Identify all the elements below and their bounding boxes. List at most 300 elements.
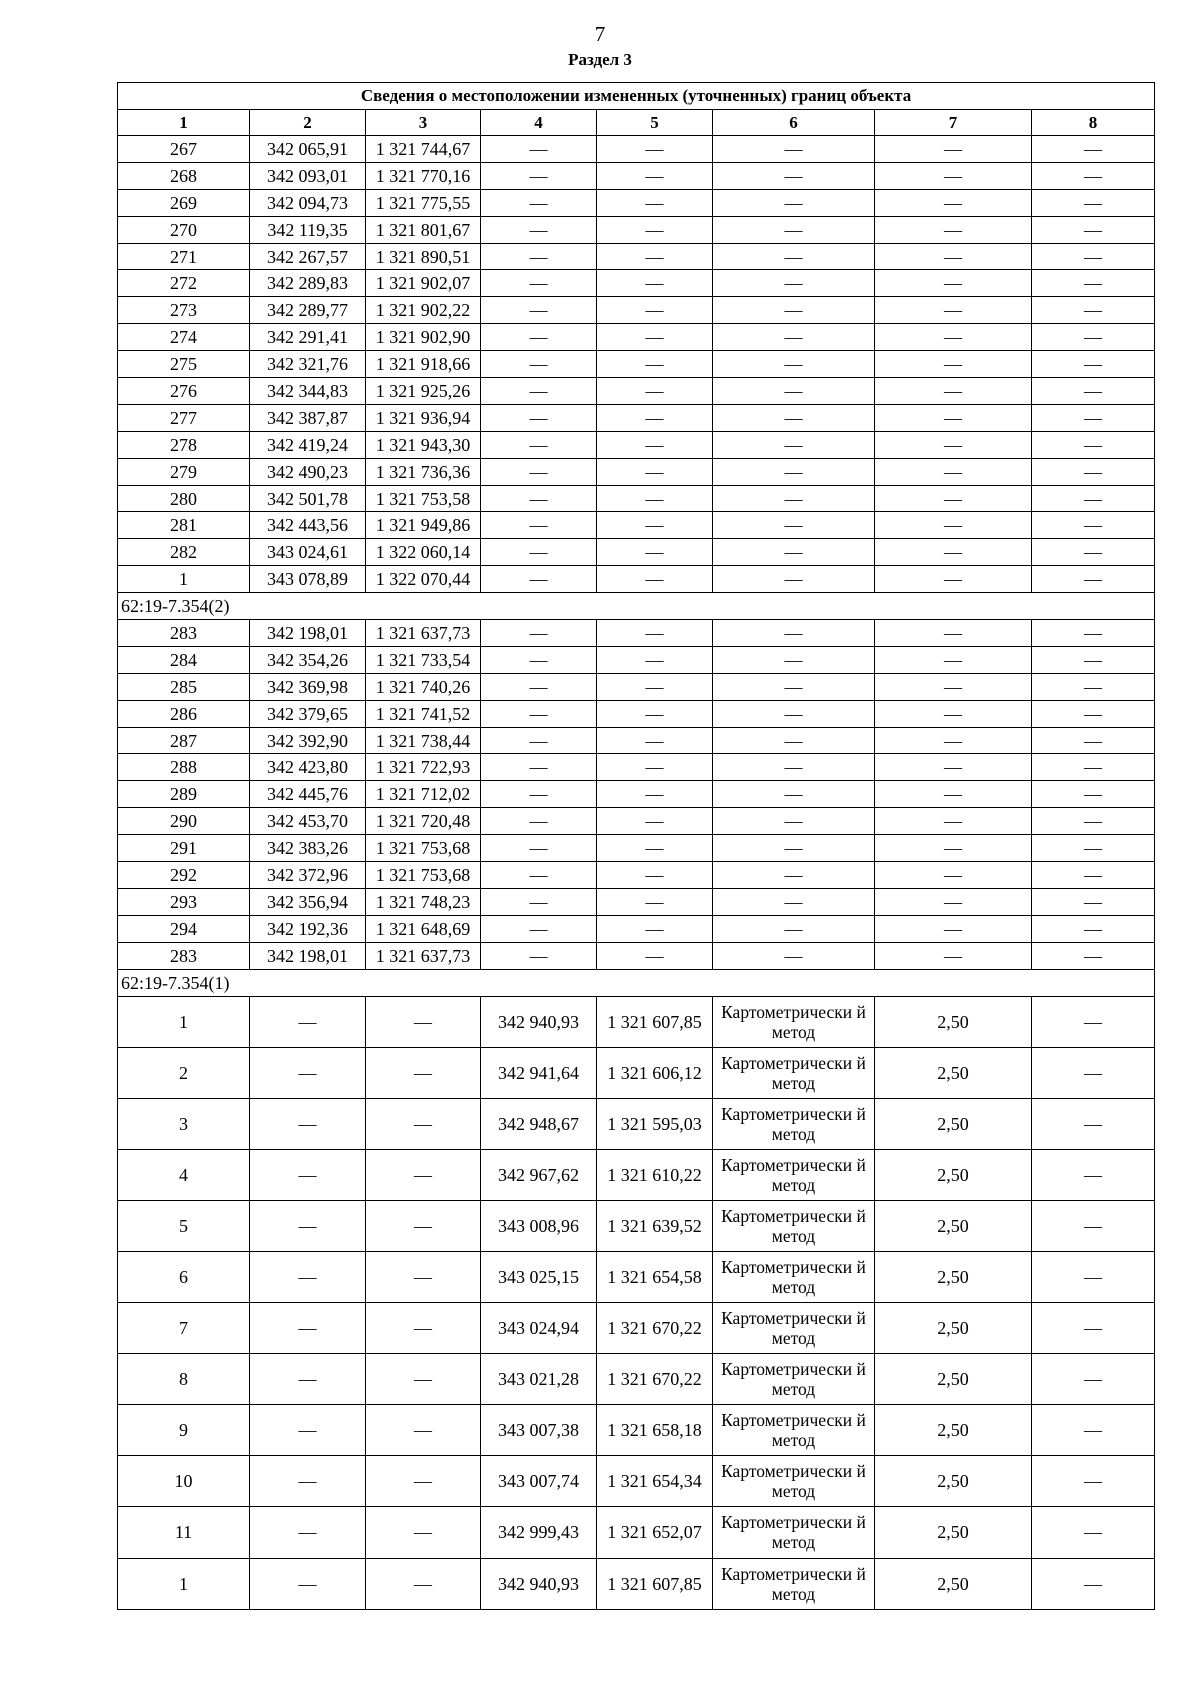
table-cell: — [1032,1098,1155,1149]
table-cell: 1 [118,566,250,593]
group-label: 62:19-7.354(2) [118,593,1155,620]
table-cell: 1 321 658,18 [597,1405,713,1456]
table-cell: Картометрически й метод [713,1098,875,1149]
table-cell: 287 [118,727,250,754]
table-row [118,754,1155,781]
table-cell: — [1032,1405,1155,1456]
table-cell: — [1032,862,1155,889]
column-header: 7 [875,110,1032,136]
table-cell: 276 [118,378,250,405]
table-cell: 285 [118,673,250,700]
table-cell: — [875,485,1032,512]
table-row [118,727,1155,754]
table-cell: — [366,1047,481,1098]
column-header: 4 [481,110,597,136]
table-cell: — [481,942,597,969]
table-cell: 1 321 654,58 [597,1251,713,1302]
table-cell: — [481,136,597,163]
table-cell: 342 372,96 [250,862,366,889]
table-cell: Картометрически й метод [713,1303,875,1354]
table-cell: 1 321 637,73 [366,942,481,969]
table-cell: — [1032,1354,1155,1405]
table-cell: — [1032,996,1155,1047]
table-cell: 1 321 744,67 [366,136,481,163]
table-cell: 342 940,93 [481,996,597,1047]
table-cell: 343 007,38 [481,1405,597,1456]
table-cell: — [713,512,875,539]
table-cell: — [1032,1456,1155,1507]
table-cell: — [481,620,597,647]
table-cell: 275 [118,351,250,378]
table-cell: — [713,727,875,754]
table-row [118,1303,1155,1354]
table-cell: — [366,1303,481,1354]
table-cell: 342 321,76 [250,351,366,378]
table-cell: — [875,324,1032,351]
column-header: 3 [366,110,481,136]
table-cell: — [1032,1047,1155,1098]
table-cell: — [366,1354,481,1405]
table-cell: 343 007,74 [481,1456,597,1507]
table-cell: 2,50 [875,1558,1032,1609]
table-cell: — [875,404,1032,431]
table-cell: — [713,162,875,189]
table-cell: 2,50 [875,1354,1032,1405]
table-cell: — [597,458,713,485]
table-cell: — [1032,539,1155,566]
table-cell: — [713,888,875,915]
table-row [118,646,1155,673]
table-row [118,378,1155,405]
table-row [118,136,1155,163]
table-cell: Картометрически й метод [713,1507,875,1558]
table-cell: — [1032,378,1155,405]
table-cell: — [713,270,875,297]
table-cell: 267 [118,136,250,163]
table-row [118,1149,1155,1200]
table-cell: 2,50 [875,1405,1032,1456]
table-cell: — [875,620,1032,647]
table-cell: 1 321 720,48 [366,808,481,835]
table-cell: 342 419,24 [250,431,366,458]
table-cell: 342 392,90 [250,727,366,754]
table-cell: — [875,216,1032,243]
table-row [118,431,1155,458]
section-title: Раздел 3 [568,50,632,69]
table-cell: 1 321 652,07 [597,1507,713,1558]
table-row [118,270,1155,297]
table-cell: — [597,485,713,512]
table-cell: — [597,404,713,431]
table-row [118,1456,1155,1507]
table-cell: — [875,673,1032,700]
table-row [118,1405,1155,1456]
table-caption-row [118,83,1155,110]
table-cell: — [875,297,1032,324]
table-cell: — [713,808,875,835]
table-row [118,942,1155,969]
table-cell: — [1032,620,1155,647]
table-cell: 1 321 925,26 [366,378,481,405]
table-cell: — [1032,1149,1155,1200]
table-cell: — [481,270,597,297]
table-cell: — [1032,162,1155,189]
table-cell: 288 [118,754,250,781]
table-row [118,297,1155,324]
table-cell: — [250,1303,366,1354]
table-caption: Сведения о местоположении измененных (уточненных) границ объекта [118,83,1155,110]
table-cell: 342 198,01 [250,620,366,647]
table-row [118,835,1155,862]
table-cell: 2,50 [875,1149,1032,1200]
table-cell: 342 065,91 [250,136,366,163]
table-cell: 274 [118,324,250,351]
table-cell: 342 948,67 [481,1098,597,1149]
table-cell: — [366,1507,481,1558]
table-cell: Картометрически й метод [713,1047,875,1098]
group-label: 62:19-7.354(1) [118,969,1155,996]
table-cell: 343 024,61 [250,539,366,566]
table-cell: 1 322 070,44 [366,566,481,593]
table-cell: — [597,378,713,405]
table-cell: 278 [118,431,250,458]
table-cell: — [250,1507,366,1558]
table-cell: — [481,835,597,862]
table-cell: 1 321 949,86 [366,512,481,539]
table-cell: — [1032,297,1155,324]
table-cell: — [1032,485,1155,512]
table-cell: 343 024,94 [481,1303,597,1354]
table-cell: — [875,270,1032,297]
table-cell: 342 354,26 [250,646,366,673]
table-cell: — [1032,754,1155,781]
table-cell: 1 321 637,73 [366,620,481,647]
table-cell: 280 [118,485,250,512]
table-row [118,1558,1155,1609]
table-row [118,808,1155,835]
column-header: 6 [713,110,875,136]
table-cell: — [597,942,713,969]
table-cell: — [1032,942,1155,969]
table-row [118,351,1155,378]
table-cell: 2,50 [875,1251,1032,1302]
table-cell: 1 321 890,51 [366,243,481,270]
table-cell: 279 [118,458,250,485]
table-cell: — [1032,646,1155,673]
table-cell: — [713,646,875,673]
table-cell: 268 [118,162,250,189]
table-cell: — [597,646,713,673]
table-cell: 3 [118,1098,250,1149]
group-header-row [118,593,1155,620]
table-cell: 1 321 722,93 [366,754,481,781]
table-row [118,1098,1155,1149]
table-cell: 11 [118,1507,250,1558]
table-cell: — [1032,888,1155,915]
table-cell: — [481,162,597,189]
table-cell: — [1032,1303,1155,1354]
table-cell: — [1032,431,1155,458]
table-cell: — [875,351,1032,378]
table-cell: 2,50 [875,996,1032,1047]
table-cell: 1 321 936,94 [366,404,481,431]
table-body [118,83,1155,1610]
table-cell: — [1032,324,1155,351]
table-cell: — [713,136,875,163]
table-cell: — [250,1047,366,1098]
table-row [118,1200,1155,1251]
table-cell: — [875,378,1032,405]
table-row [118,539,1155,566]
table-cell: 1 321 753,68 [366,835,481,862]
table-cell: 342 423,80 [250,754,366,781]
table-cell: — [597,700,713,727]
table-cell: — [875,566,1032,593]
table-cell: — [875,888,1032,915]
table-cell: — [250,996,366,1047]
table-row [118,1354,1155,1405]
table-cell: 1 321 918,66 [366,351,481,378]
table-cell: — [1032,727,1155,754]
table-cell: — [1032,512,1155,539]
table-row [118,324,1155,351]
table-cell: — [250,1354,366,1405]
table-cell: 1 [118,996,250,1047]
table-cell: 342 289,77 [250,297,366,324]
table-row [118,243,1155,270]
table-cell: 2,50 [875,1303,1032,1354]
table-cell: — [597,431,713,458]
table-cell: Картометрически й метод [713,1405,875,1456]
table-cell: 1 321 775,55 [366,189,481,216]
table-row [118,620,1155,647]
table-cell: — [1032,835,1155,862]
table-cell: — [875,915,1032,942]
table-cell: 1 321 606,12 [597,1047,713,1098]
table-cell: 9 [118,1405,250,1456]
table-cell: — [1032,915,1155,942]
table-cell: — [366,1098,481,1149]
table-cell: — [481,539,597,566]
table-cell: 283 [118,620,250,647]
table-cell: — [1032,566,1155,593]
table-cell: — [713,620,875,647]
table-cell: 1 [118,1558,250,1609]
table-cell: — [481,727,597,754]
column-header: 1 [118,110,250,136]
table-cell: — [597,888,713,915]
table-cell: 1 321 741,52 [366,700,481,727]
table-row [118,162,1155,189]
table-cell: — [597,673,713,700]
table-cell: — [713,566,875,593]
column-header: 2 [250,110,366,136]
table-cell: — [481,915,597,942]
table-cell: — [597,781,713,808]
table-row [118,862,1155,889]
table-cell: 293 [118,888,250,915]
table-cell: — [366,1251,481,1302]
table-row [118,996,1155,1047]
table-cell: — [481,808,597,835]
table-cell: — [481,485,597,512]
table-cell: — [713,431,875,458]
table-cell: 270 [118,216,250,243]
table-cell: — [597,754,713,781]
table-cell: 273 [118,297,250,324]
table-cell: 342 383,26 [250,835,366,862]
table-cell: — [713,189,875,216]
table-cell: 342 453,70 [250,808,366,835]
table-row [118,915,1155,942]
table-cell: — [875,189,1032,216]
table-cell: — [875,162,1032,189]
table-cell: — [1032,700,1155,727]
table-cell: — [481,512,597,539]
table-cell: — [481,189,597,216]
table-cell: 342 344,83 [250,378,366,405]
table-row [118,700,1155,727]
table-cell: — [481,673,597,700]
table-cell: 342 289,83 [250,270,366,297]
table-cell: — [713,351,875,378]
table-cell: — [481,297,597,324]
table-cell: 292 [118,862,250,889]
table-cell: 1 321 607,85 [597,996,713,1047]
table-cell: — [481,862,597,889]
table-cell: — [250,1558,366,1609]
boundary-coordinates-table [117,82,1155,1610]
table-cell: 342 967,62 [481,1149,597,1200]
table-cell: Картометрически й метод [713,1354,875,1405]
table-cell: — [713,862,875,889]
table-cell: — [1032,216,1155,243]
table-cell: 294 [118,915,250,942]
table-cell: — [597,136,713,163]
table-cell: — [481,646,597,673]
table-cell: 1 322 060,14 [366,539,481,566]
table-row [118,458,1155,485]
table-cell: 290 [118,808,250,835]
table-row [118,404,1155,431]
table-cell: — [366,1558,481,1609]
table-cell: 281 [118,512,250,539]
table-cell: 342 291,41 [250,324,366,351]
table-cell: — [597,243,713,270]
table-cell: — [481,458,597,485]
table-cell: — [597,324,713,351]
table-cell: — [713,673,875,700]
table-cell: — [366,1405,481,1456]
table-cell: 1 321 670,22 [597,1354,713,1405]
table-cell: — [250,1200,366,1251]
table-cell: — [1032,404,1155,431]
table-cell: — [597,620,713,647]
table-cell: 342 445,76 [250,781,366,808]
table-row [118,1251,1155,1302]
table-cell: 1 321 610,22 [597,1149,713,1200]
table-cell: 343 021,28 [481,1354,597,1405]
table-cell: Картометрически й метод [713,1456,875,1507]
table-cell: 342 501,78 [250,485,366,512]
table-cell: — [1032,270,1155,297]
table-cell: — [597,270,713,297]
table-cell: — [713,378,875,405]
table-cell: 1 321 639,52 [597,1200,713,1251]
table-cell: — [875,539,1032,566]
table-cell: 342 379,65 [250,700,366,727]
table-cell: — [597,297,713,324]
table-cell: 277 [118,404,250,431]
table-cell: — [366,1456,481,1507]
table-cell: 1 321 902,07 [366,270,481,297]
table-cell: — [1032,189,1155,216]
table-cell: — [597,727,713,754]
table-cell: — [481,216,597,243]
table-row [118,1507,1155,1558]
table-cell: — [875,458,1032,485]
table-cell: — [1032,136,1155,163]
table-cell: 1 321 648,69 [366,915,481,942]
table-cell: Картометрически й метод [713,1149,875,1200]
table-cell: — [713,297,875,324]
table-cell: — [366,1149,481,1200]
table-cell: — [597,539,713,566]
table-cell: — [875,808,1032,835]
table-cell: — [597,915,713,942]
table-cell: — [1032,351,1155,378]
table-cell: — [481,781,597,808]
table-cell: 2,50 [875,1200,1032,1251]
table-cell: 291 [118,835,250,862]
table-cell: — [1032,458,1155,485]
table-cell: — [875,243,1032,270]
table-cell: — [875,781,1032,808]
table-cell: 272 [118,270,250,297]
table-cell: — [597,216,713,243]
table-cell: 342 387,87 [250,404,366,431]
table-cell: — [713,781,875,808]
table-cell: — [1032,243,1155,270]
table-cell: 1 321 607,85 [597,1558,713,1609]
table-cell: — [481,566,597,593]
table-cell: 1 321 712,02 [366,781,481,808]
table-cell: 271 [118,243,250,270]
table-cell: — [875,727,1032,754]
table-cell: — [1032,808,1155,835]
table-cell: — [366,1200,481,1251]
table-cell: — [713,835,875,862]
table-cell: — [597,162,713,189]
table-cell: — [250,1456,366,1507]
table-cell: — [713,754,875,781]
table-cell: Картометрически й метод [713,996,875,1047]
column-header: 8 [1032,110,1155,136]
table-row [118,485,1155,512]
table-cell: 342 490,23 [250,458,366,485]
table-cell: 342 941,64 [481,1047,597,1098]
table-cell: — [597,566,713,593]
table-cell: — [481,351,597,378]
table-cell: 289 [118,781,250,808]
table-cell: 5 [118,1200,250,1251]
table-cell: 4 [118,1149,250,1200]
table-cell: 342 093,01 [250,162,366,189]
table-cell: — [713,324,875,351]
table-cell: — [366,996,481,1047]
table-cell: 282 [118,539,250,566]
table-cell: 8 [118,1354,250,1405]
